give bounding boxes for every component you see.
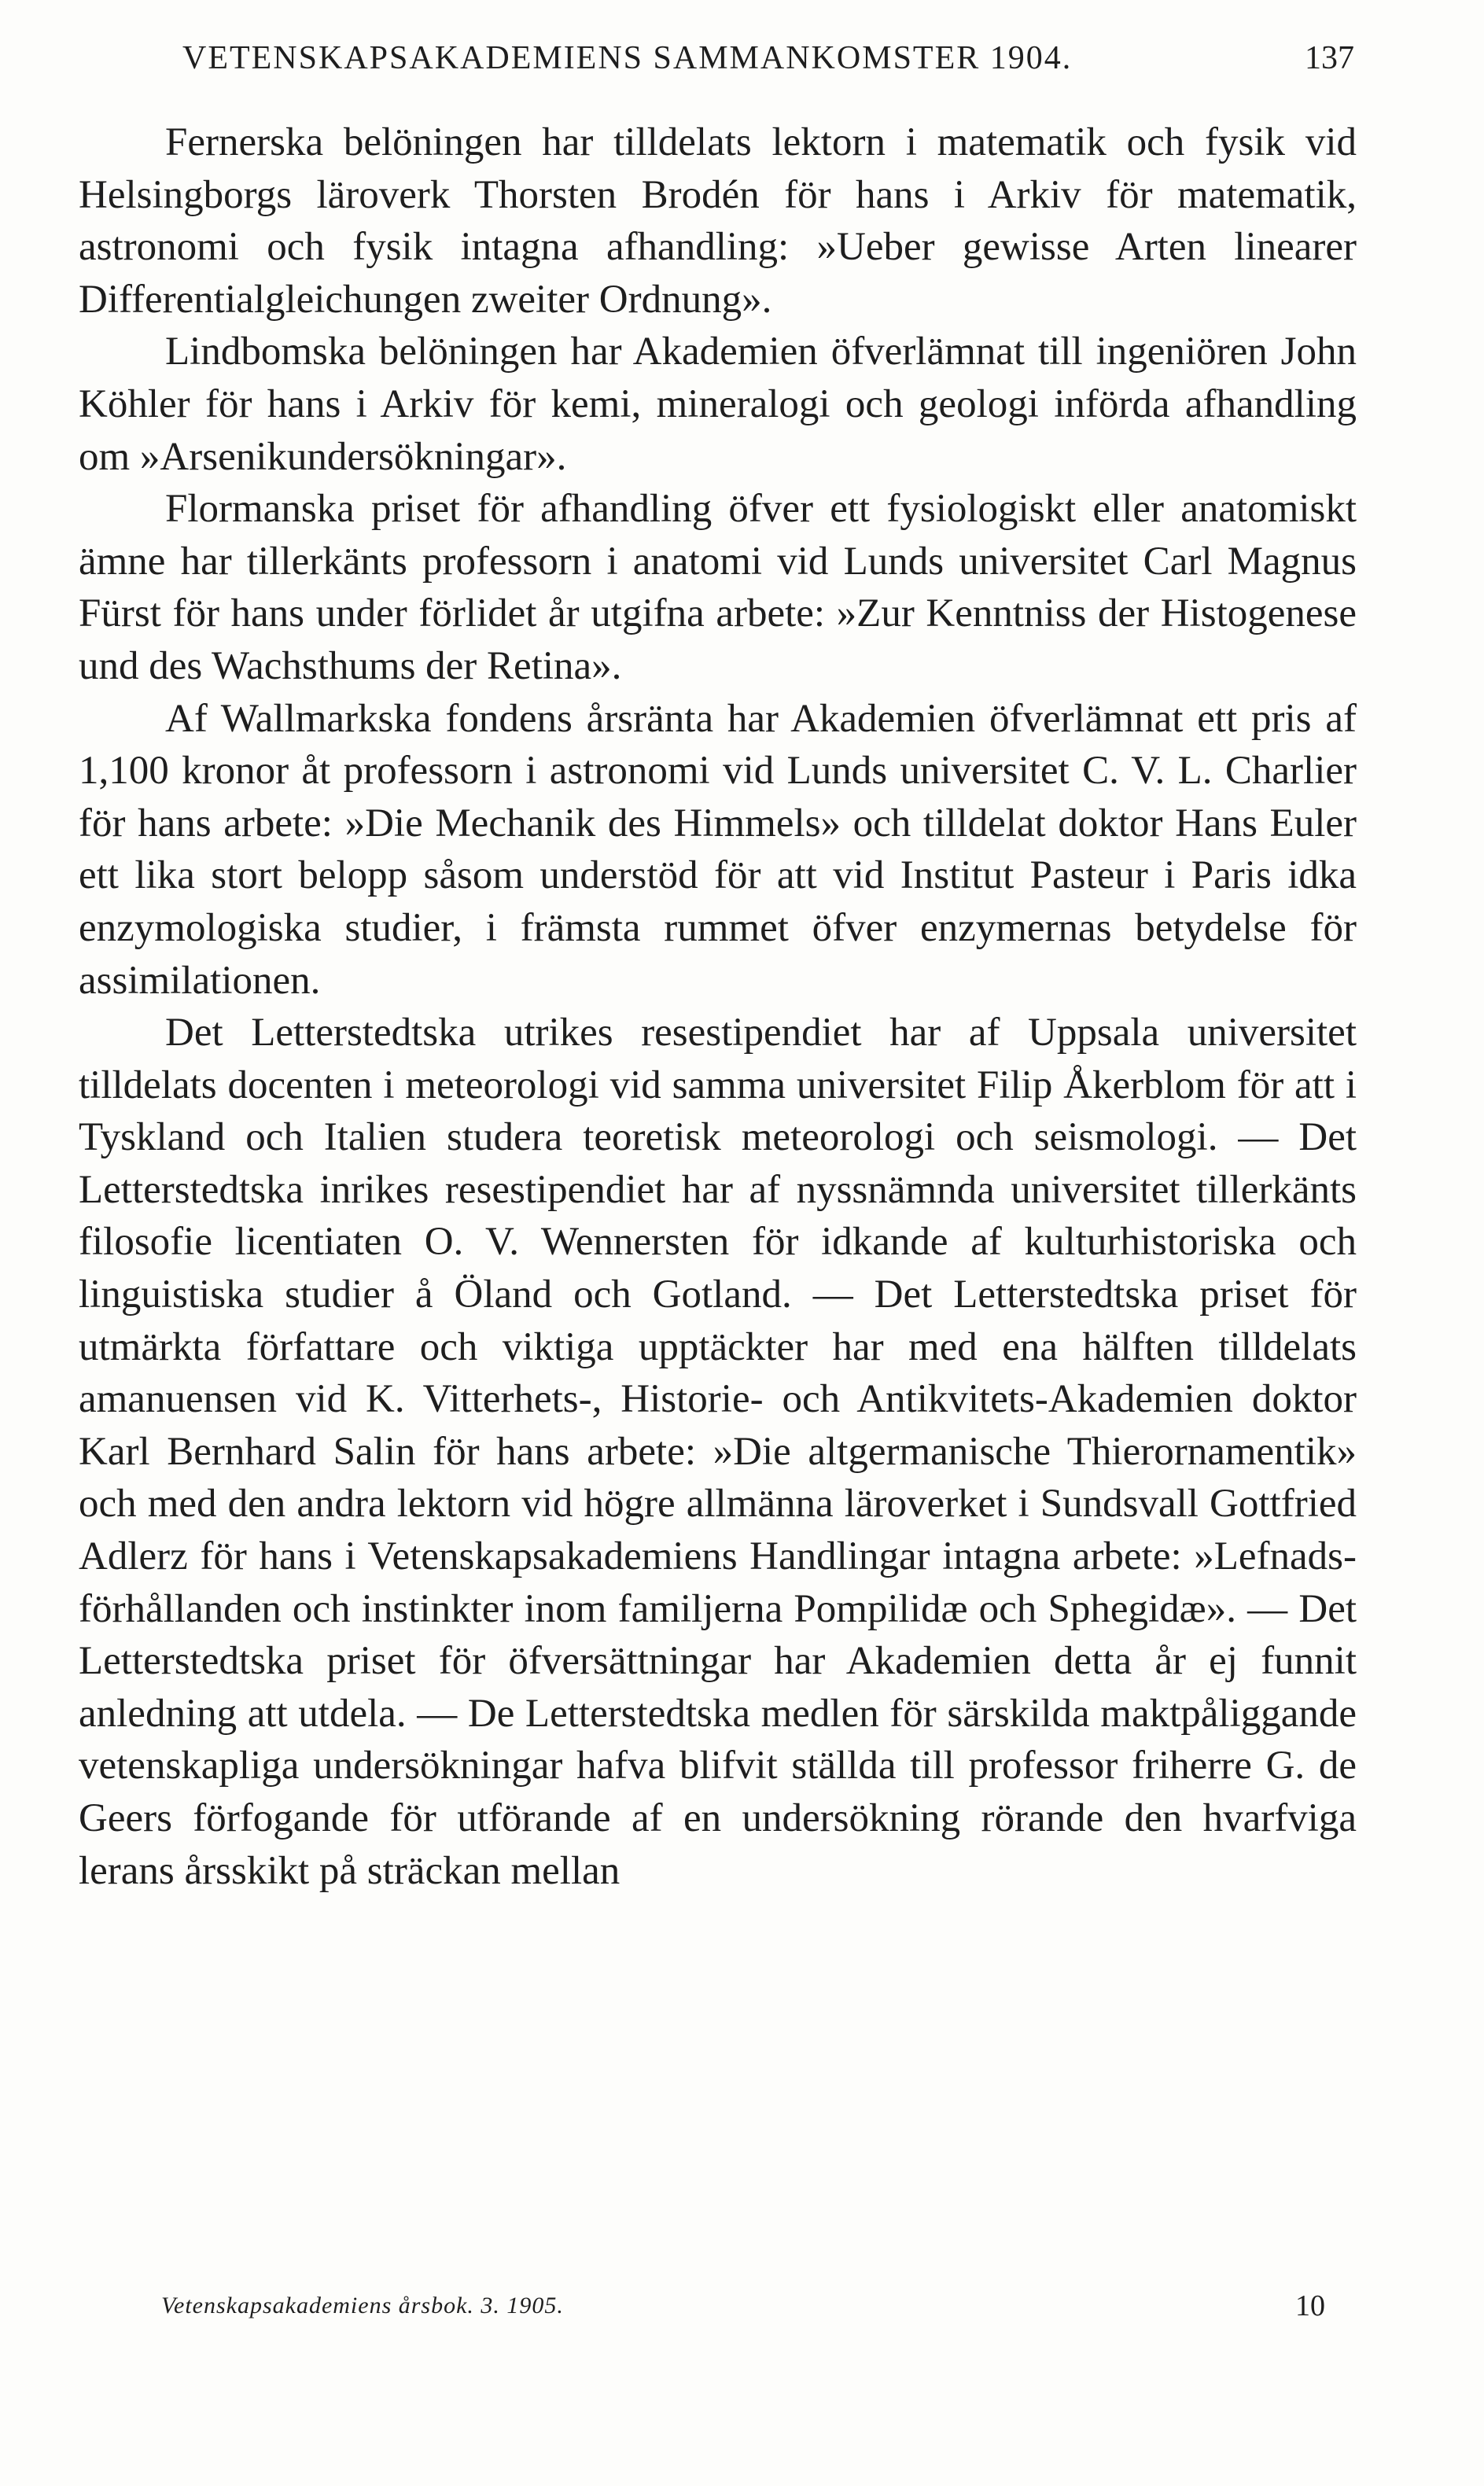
paragraph-wallmarkska: Af Wallmarkska fondens årsränta har Akademien öfverlämnat ett pris af 1,100 kronor åt professorn i astronomi vid Lunds universitet C. V. L. Charlier för hans arbete: »Die Mechanik des Himmels» och tilldelat doktor Hans Euler ett lika stort belopp såsom understöd för att vid Institut Pasteur i Paris idka enzymologiska studier, i främsta rummet öfver enzymernas betydelse för assimilationen. bbox=[79, 696, 1357, 1003]
page-number: 137 bbox=[1305, 40, 1354, 76]
header-title: VETENSKAPSAKADEMIENS SAMMANKOMSTER 1904. bbox=[182, 40, 1073, 76]
running-header bbox=[182, 35, 1354, 82]
page-footer bbox=[161, 2282, 1357, 2329]
body-text bbox=[79, 116, 1357, 1897]
footer-source: Vetenskapsakademiens årsbok. 3. 1905. bbox=[161, 2293, 564, 2318]
paragraph-fernerska: Fernerska belöningen har tilldelats lektorn i matematik och fysik vid Helsingborgs läroverk Thorsten Brodén för hans i Arkiv för matematik, astronomi och fysik intagna afhandling: »Ueber gewisse Arten linearer Differentialgleichungen zweiter Ordnung». bbox=[79, 120, 1357, 322]
paragraph-letterstedtska: Det Letterstedtska utrikes resestipendiet har af Uppsala universitet tilldelats docenten i meteorologi vid samma universitet Filip Åkerblom för att i Tyskland och Italien studera teoretisk meteorologi och seismologi. — Det Letterstedtska inrikes resestipendiet har af nyssnämnda universitet tillerkänts filosofie licentiaten O. V. Wennersten för idkande af kulturhistoriska och linguistiska studier å Öland och Gotland. — Det Letterstedtska priset för utmärkta författare och viktiga upptäckter har med ena hälften tilldelats amanuensen vid K. Vitterhets-, Historie- och Antikvitets-Akademien doktor Karl Bernhard Salin för hans arbete: »Die altgermanische Thierornamentik» och med den andra lektorn vid högre allmänna läroverket i Sundsvall Gottfried Adlerz för hans i Vetenskapsakademiens Handlingar intagna arbete: »Lefnadsförhållanden och instinkter inom familjerna Pompilidæ och Sphegidæ». — Det Letterstedtska priset för öfversättningar har Akademien detta år ej funnit anledning att utdela. — De Letterstedtska medlen för särskilda maktpåliggande vetenskapliga undersökningar hafva blifvit ställda till professor friherre G. de Geers förfogande för utförande af en undersökning rörande den hvarfviga lerans årsskikt på sträckan mellan bbox=[79, 1011, 1357, 1893]
paragraph-lindbomska: Lindbomska belöningen har Akademien öfverlämnat till ingeniören John Köhler för hans i Arkiv för kemi, mineralogi och geologi införda afhandling om »Arsenikundersökningar». bbox=[79, 330, 1357, 479]
signature-mark: 10 bbox=[1295, 2289, 1325, 2322]
paragraph-flormanska: Flormanska priset för afhandling öfver ett fysiologiskt eller anatomiskt ämne har tillerkänts professorn i anatomi vid Lunds universitet Carl Magnus Fürst för hans under förlidet år utgifna arbete: »Zur Kenntniss der Histogenese und des Wachsthums der Retina». bbox=[79, 487, 1357, 688]
